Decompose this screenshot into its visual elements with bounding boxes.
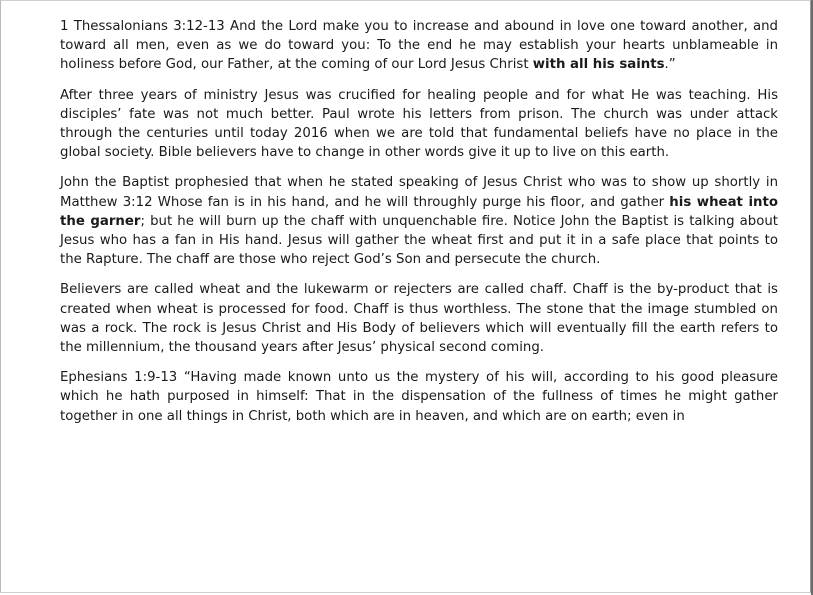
- text-run: After three years of ministry Jesus was crucified for healing people and for what He was teaching. His disciples’ fate was not much better. Paul wrote his letters from prison. The church was under attack through the centuries until today 2016 when we are told that fundamental beliefs have no place in the global society. Bible believers have to change in other words give it up to live on this earth.: [60, 87, 778, 161]
- bold-text-run: his wheat into the garner: [60, 194, 779, 229]
- text-run: John the Baptist prophesied that when he stated speaking of Jesus Christ who was to show up shortly in Matthew 3:12 Whose fan is in his hand, and he will throughly purge his floor, and gather: [60, 175, 778, 210]
- text-run: Ephesians 1:9-13 “Having made known unto us the mystery of his will, according to his good pleasure which he hath purposed in himself: That in the dispensation of the fullness of times he might gather together in one all things in Christ, both which are in heaven, and which are on earth; even in: [60, 370, 778, 424]
- paragraph-2: [60, 86, 778, 163]
- bold-text-run: with all his saints: [532, 57, 665, 73]
- text-run: ; but he will burn up the chaff with unquenchable fire. Notice John the Baptist is talking about Jesus who has a fan in His hand. Jesus will gather the wheat first and put it in a safe place that points to the Rapture. The chaff are those who reject God’s Son and persecute the church.: [60, 213, 778, 268]
- document-body: [60, 17, 778, 437]
- text-run: 1 Thessalonians 3:12-13 And the Lord make you to increase and abound in love one toward another, and toward all men, even as we do toward you: To the end he may establish your hearts unblameable in holiness before God, our Father, at the coming of our Lord Jesus Christ: [60, 19, 778, 73]
- paragraph-3: [60, 173, 778, 269]
- paragraph-5: [60, 368, 778, 426]
- paragraph-1: [60, 17, 778, 75]
- text-run: Believers are called wheat and the lukewarm or rejecters are called chaff. Chaff is the by-product that is created when wheat is processed for food. Chaff is thus worthless. The stone that the image stumbled on was a rock. The rock is Jesus Christ and His Body of believers which will eventually fill the earth refers to the millennium, the thousand years after Jesus’ physical second coming.: [60, 282, 778, 356]
- paragraph-4: [60, 280, 778, 357]
- text-run: .”: [664, 57, 676, 73]
